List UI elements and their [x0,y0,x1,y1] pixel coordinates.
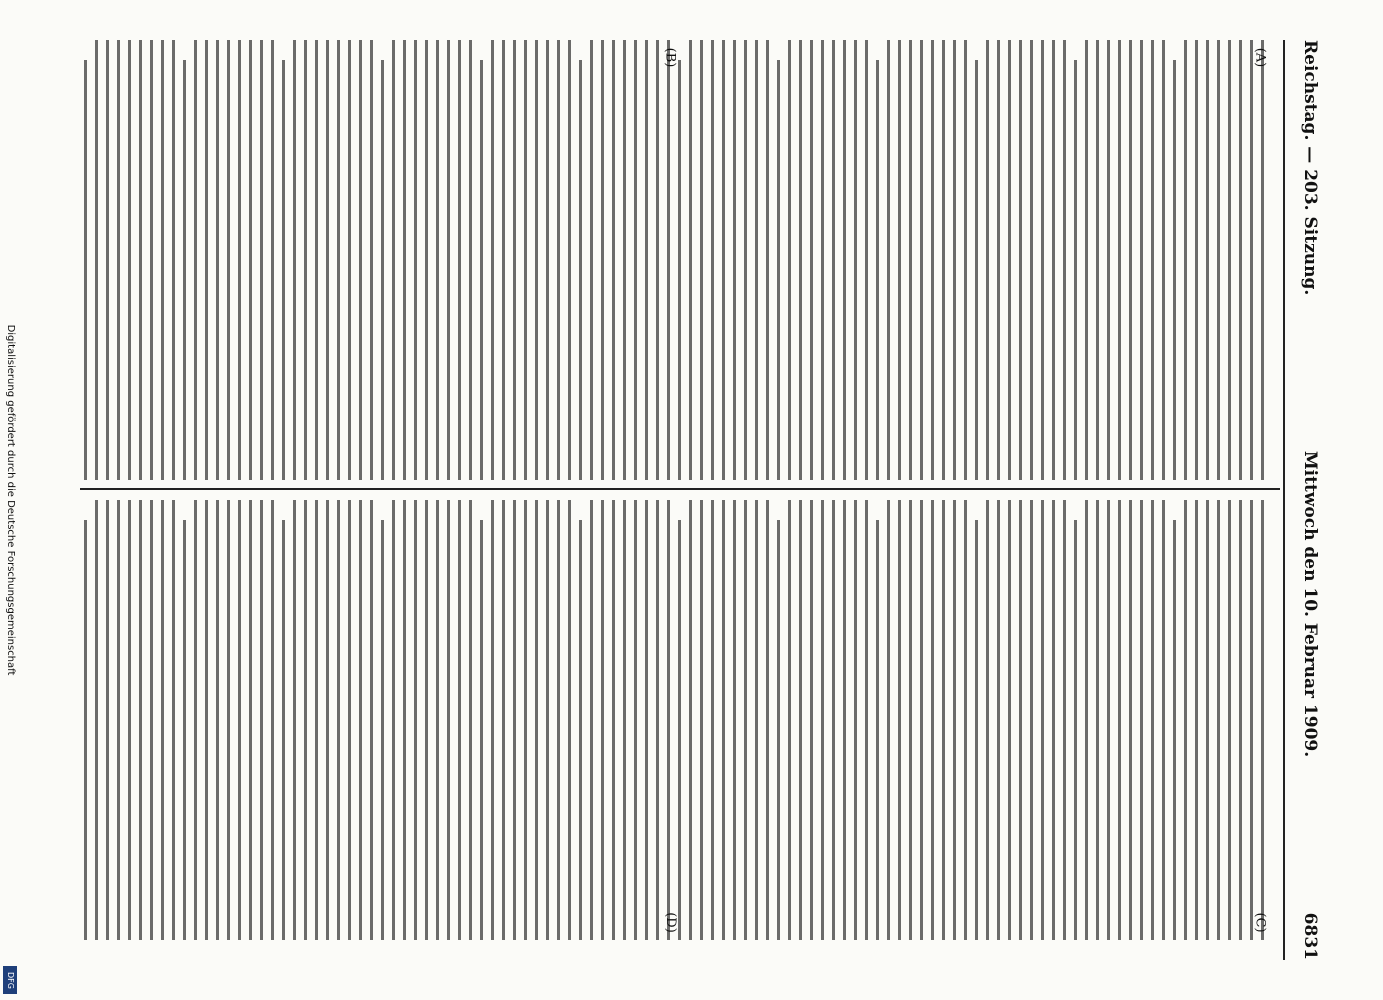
text-line-placeholder [216,500,219,940]
text-line-placeholder [843,40,846,480]
text-line-placeholder [1096,500,1099,940]
text-line-placeholder [480,60,483,480]
text-line-placeholder [1217,500,1220,940]
text-line-placeholder [84,60,87,480]
text-line-placeholder [1030,500,1033,940]
text-line-placeholder [623,40,626,480]
text-line-placeholder [1052,40,1055,480]
text-line-placeholder [557,40,560,480]
text-line-placeholder [678,520,681,940]
text-line-placeholder [722,500,725,940]
text-line-placeholder [1008,40,1011,480]
text-line-placeholder [777,60,780,480]
text-line-placeholder [425,500,428,940]
running-header [1290,40,1330,960]
text-line-placeholder [1129,500,1132,940]
text-line-placeholder [447,500,450,940]
text-line-placeholder [293,40,296,480]
text-line-placeholder [469,500,472,940]
text-line-placeholder [678,60,681,480]
text-line-placeholder [1085,40,1088,480]
text-line-placeholder [546,500,549,940]
text-line-placeholder [304,40,307,480]
text-line-placeholder [766,40,769,480]
text-line-placeholder [370,500,373,940]
text-line-placeholder [249,500,252,940]
footer-text: Digitalisierung gefördert durch die Deutsche Forschungsgemeinschaft [5,324,17,676]
dfg-logo: DFG [3,966,17,994]
text-line-placeholder [1250,40,1253,480]
text-line-placeholder [1239,40,1242,480]
text-line-placeholder [403,40,406,480]
text-line-placeholder [1206,500,1209,940]
text-line-placeholder [986,500,989,940]
text-line-placeholder [238,40,241,480]
text-line-placeholder [392,40,395,480]
text-line-placeholder [414,40,417,480]
text-line-placeholder [359,40,362,480]
text-line-placeholder [612,500,615,940]
text-line-placeholder [1250,500,1253,940]
text-line-placeholder [436,40,439,480]
text-line-placeholder [205,500,208,940]
text-line-placeholder [238,500,241,940]
text-line-placeholder [1261,40,1264,480]
text-line-placeholder [953,500,956,940]
text-line-placeholder [700,40,703,480]
text-line-placeholder [1107,40,1110,480]
text-line-placeholder [1074,60,1077,480]
header-left: Reichstag. — 203. Sitzung. [1300,40,1320,296]
text-line-placeholder [1074,520,1077,940]
text-line-placeholder [128,500,131,940]
text-line-placeholder [1184,500,1187,940]
text-line-placeholder [810,40,813,480]
text-line-placeholder [733,40,736,480]
text-line-placeholder [1217,40,1220,480]
text-line-placeholder [524,40,527,480]
text-line-placeholder [106,500,109,940]
text-line-placeholder [117,40,120,480]
text-line-placeholder [447,40,450,480]
text-line-placeholder [249,40,252,480]
text-line-placeholder [1228,500,1231,940]
text-line-placeholder [491,500,494,940]
text-line-placeholder [568,40,571,480]
text-line-placeholder [821,500,824,940]
text-line-placeholder [810,500,813,940]
text-line-placeholder [799,40,802,480]
text-line-placeholder [502,500,505,940]
text-line-placeholder [271,40,274,480]
text-line-placeholder [975,520,978,940]
text-line-placeholder [491,40,494,480]
text-line-placeholder [293,500,296,940]
text-line-placeholder [942,500,945,940]
text-line-placeholder [1162,40,1165,480]
text-line-placeholder [381,520,384,940]
text-line-placeholder [359,500,362,940]
text-line-placeholder [117,500,120,940]
text-line-placeholder [1151,40,1154,480]
text-line-placeholder [898,40,901,480]
text-line-placeholder [216,40,219,480]
text-line-placeholder [667,500,670,940]
text-line-placeholder [458,40,461,480]
text-line-placeholder [634,500,637,940]
text-line-placeholder [1162,500,1165,940]
text-line-placeholder [436,500,439,940]
text-line-placeholder [821,40,824,480]
text-line-placeholder [1052,500,1055,940]
text-line-placeholder [997,40,1000,480]
text-line-placeholder [986,40,989,480]
text-line-placeholder [194,500,197,940]
text-line-placeholder [260,40,263,480]
text-line-placeholder [623,500,626,940]
text-line-placeholder [975,60,978,480]
text-line-placeholder [260,500,263,940]
text-line-placeholder [777,520,780,940]
text-line-placeholder [403,500,406,940]
text-line-placeholder [524,500,527,940]
margin-marker-c: (C) [1252,912,1268,933]
text-line-placeholder [1140,500,1143,940]
text-line-placeholder [381,60,384,480]
text-line-placeholder [282,520,285,940]
margin-marker-a: (A) [1252,47,1268,68]
text-line-placeholder [1107,500,1110,940]
text-line-placeholder [106,40,109,480]
text-line-placeholder [920,40,923,480]
text-line-placeholder [601,40,604,480]
text-line-placeholder [788,40,791,480]
text-line-placeholder [711,500,714,940]
text-line-placeholder [997,500,1000,940]
text-line-placeholder [1239,500,1242,940]
text-line-placeholder [1030,40,1033,480]
text-line-placeholder [546,40,549,480]
text-line-placeholder [1019,40,1022,480]
text-line-placeholder [535,40,538,480]
text-line-placeholder [480,520,483,940]
text-line-placeholder [645,40,648,480]
text-line-placeholder [1173,520,1176,940]
text-line-placeholder [183,60,186,480]
text-line-placeholder [425,40,428,480]
text-line-placeholder [1063,500,1066,940]
text-line-placeholder [172,500,175,940]
margin-marker-b: (B) [662,47,678,68]
text-line-placeholder [1195,500,1198,940]
text-line-placeholder [579,520,582,940]
text-line-placeholder [315,500,318,940]
text-line-placeholder [502,40,505,480]
text-line-placeholder [799,500,802,940]
text-line-placeholder [843,500,846,940]
text-line-placeholder [590,500,593,940]
text-line-placeholder [469,40,472,480]
header-rule [1283,40,1285,960]
text-line-placeholder [370,40,373,480]
text-line-placeholder [755,500,758,940]
text-line-placeholder [909,500,912,940]
column-divider [80,488,1280,490]
text-line-placeholder [898,500,901,940]
text-line-placeholder [227,500,230,940]
text-line-placeholder [348,40,351,480]
text-line-placeholder [1118,40,1121,480]
text-line-placeholder [1195,40,1198,480]
text-line-placeholder [612,40,615,480]
text-line-placeholder [788,500,791,940]
text-line-placeholder [1206,40,1209,480]
text-line-placeholder [1008,500,1011,940]
text-line-placeholder [931,40,934,480]
text-line-placeholder [601,500,604,940]
text-line-placeholder [964,500,967,940]
text-line-placeholder [271,500,274,940]
text-line-placeholder [84,520,87,940]
text-line-placeholder [139,500,142,940]
margin-marker-d: (D) [662,912,678,933]
text-column-left [80,40,1280,480]
text-line-placeholder [183,520,186,940]
text-line-placeholder [1118,500,1121,940]
text-line-placeholder [909,40,912,480]
text-line-placeholder [326,500,329,940]
text-line-placeholder [1129,40,1132,480]
text-line-placeholder [689,40,692,480]
text-line-placeholder [1261,500,1264,940]
header-center: Mittwoch den 10. Februar 1909. [1300,450,1320,758]
text-line-placeholder [887,500,890,940]
text-line-placeholder [744,40,747,480]
text-line-placeholder [876,60,879,480]
text-line-placeholder [227,40,230,480]
text-line-placeholder [1151,500,1154,940]
text-line-placeholder [315,40,318,480]
text-line-placeholder [920,500,923,940]
text-line-placeholder [656,40,659,480]
text-line-placeholder [557,500,560,940]
text-line-placeholder [590,40,593,480]
text-line-placeholder [1184,40,1187,480]
text-line-placeholder [172,40,175,480]
text-line-placeholder [150,40,153,480]
text-line-placeholder [876,520,879,940]
text-line-placeholder [326,40,329,480]
text-line-placeholder [194,40,197,480]
text-line-placeholder [150,500,153,940]
text-line-placeholder [755,40,758,480]
text-line-placeholder [1140,40,1143,480]
text-line-placeholder [931,500,934,940]
text-line-placeholder [161,40,164,480]
text-line-placeholder [1041,500,1044,940]
text-line-placeholder [513,40,516,480]
page-number: 6831 [1300,912,1320,960]
text-line-placeholder [854,40,857,480]
text-line-placeholder [128,40,131,480]
text-line-placeholder [337,500,340,940]
text-line-placeholder [700,500,703,940]
text-line-placeholder [1085,500,1088,940]
text-line-placeholder [282,60,285,480]
text-line-placeholder [579,60,582,480]
text-line-placeholder [964,40,967,480]
text-line-placeholder [887,40,890,480]
text-line-placeholder [634,40,637,480]
text-line-placeholder [513,500,516,940]
digitization-credit [0,0,22,1000]
text-line-placeholder [414,500,417,940]
text-line-placeholder [1173,60,1176,480]
text-line-placeholder [205,40,208,480]
text-line-placeholder [304,500,307,940]
text-column-right [80,500,1280,940]
text-line-placeholder [744,500,747,940]
text-line-placeholder [711,40,714,480]
text-line-placeholder [568,500,571,940]
text-line-placeholder [722,40,725,480]
text-line-placeholder [1096,40,1099,480]
text-line-placeholder [854,500,857,940]
text-line-placeholder [1041,40,1044,480]
text-line-placeholder [689,500,692,940]
text-line-placeholder [667,40,670,480]
text-line-placeholder [337,40,340,480]
text-line-placeholder [832,40,835,480]
text-line-placeholder [95,500,98,940]
text-line-placeholder [656,500,659,940]
text-line-placeholder [865,500,868,940]
text-line-placeholder [1228,40,1231,480]
text-line-placeholder [535,500,538,940]
text-line-placeholder [458,500,461,940]
text-line-placeholder [1019,500,1022,940]
text-line-placeholder [733,500,736,940]
text-line-placeholder [348,500,351,940]
text-line-placeholder [766,500,769,940]
text-line-placeholder [865,40,868,480]
text-line-placeholder [953,40,956,480]
text-line-placeholder [139,40,142,480]
text-line-placeholder [95,40,98,480]
text-line-placeholder [645,500,648,940]
text-line-placeholder [161,500,164,940]
text-line-placeholder [942,40,945,480]
text-line-placeholder [392,500,395,940]
text-line-placeholder [832,500,835,940]
text-line-placeholder [1063,40,1066,480]
